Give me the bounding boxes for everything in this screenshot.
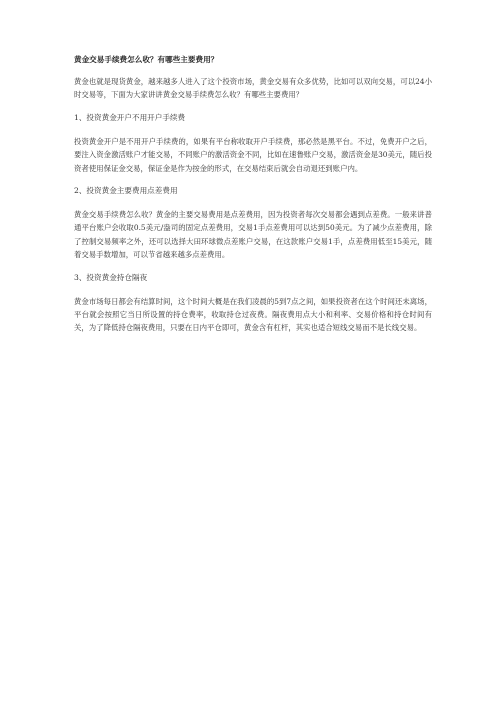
section-1 (74, 112, 432, 175)
section-paragraph: 黄金市场每日都会有结算时间，这个时间大概是在我们凌晨的5到7点之间，如果投资者在这个时间还未离场，平台就会按照它当日所设置的持仓费率，收取持仓过夜费。隔夜费用点大小和利率、交易价格和持仓时间有关，为了降低持仓隔夜费用，只要在日内平仓即可，黄金含有杠杆，其实也适合短线交易而不是长线交易。 (74, 296, 432, 333)
intro-paragraph: 黄金也就是现货黄金，越来越多人进入了这个投资市场，黄金交易有众多优势，比如可以双向交易，可以24小时交易等，下面为大家讲讲黄金交易手续费怎么收？有哪些主要费用？ (74, 77, 432, 100)
section-2 (74, 185, 432, 262)
section-paragraph: 黄金交易手续费怎么收？黄金的主要交易费用是点差费用，因为投资者每次交易都会遇到点差费。一般来讲普通平台账户会收取0.5美元/盎司的固定点差费用，交易1手点差费用可以达到50美元。为了减少点差费用，除了控制交易频率之外，还可以选择大田环球微点差账户交易，在这款账户交易1手，点差费用低至15美元，随着交易手数增加，可以节省越来越多点差费用。 (74, 210, 432, 260)
document-page (74, 54, 432, 345)
section-heading: 1、投资黄金开户不用开户手续费 (74, 112, 186, 122)
document-title: 黄金交易手续费怎么收？有哪些主要费用？ (74, 55, 219, 64)
section-heading: 3、投资黄金持仓隔夜 (74, 272, 148, 282)
section-3 (74, 272, 432, 335)
section-heading: 2、投资黄金主要费用点差费用 (74, 186, 178, 196)
section-paragraph: 投资黄金开户是不用开户手续费的，如果有平台称收取开户手续费，那必然是黑平台。不过，免费开户之后，要注入资金激活账户才能交易，不同账户的激活资金不同，比如在速鲁账户交易，激活资金是30美元，随后投资者使用保证金交易，保证金是作为按金的形式，在交易结束后就会自动退还到账户内。 (74, 136, 432, 173)
